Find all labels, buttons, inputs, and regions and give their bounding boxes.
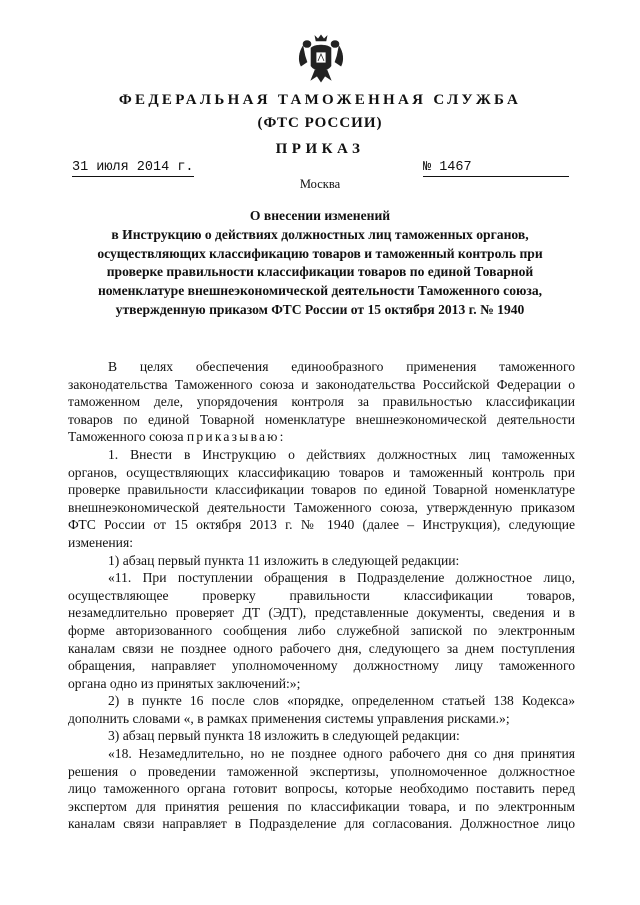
title-line: проверке правильности классификации товаров по единой Товарной [106,264,534,280]
body-line: «18. Незамедлительно, но не позднее одного рабочего дня со дня принятия [108,746,575,762]
body-line: экспертом для принятия решения по классификации товара, и по электронным [68,798,575,814]
body-line: осуществляющее проверку правильности классификации товаров, [68,587,575,603]
body-line: незамедлительно проверяет ДТ (ЭДТ), представленные документы, сведения и в [68,605,575,621]
body-line: каналам связи не позднее одного рабочего дня, следующего за днем поступления [68,640,575,656]
document-body [68,358,575,833]
body-line: решения о проведении таможенной экспертизы, уполномоченное должностное [68,763,575,779]
body-text: Таможенного союза [68,429,184,445]
body-line: форме авторизованного сообщения либо служебной запиской по электронным [68,622,575,638]
body-line: 3) абзац первый пункта 18 изложить в следующей редакции: [108,728,460,744]
body-line [68,428,575,446]
body-line: 2) в пункте 16 после слов «порядке, определенном статьей 138 Кодекса» [108,693,575,709]
title-line: утвержденную приказом ФТС России от 15 октября 2013 г. № 1940 [115,301,525,317]
agency-name: ФЕДЕРАЛЬНАЯ ТАМОЖЕННАЯ СЛУЖБА [118,92,522,108]
body-line: дополнить словами «, в рамках применения системы управления рисками.»; [68,710,510,726]
document-title [60,207,580,320]
title-line: осуществляющих классификацию товаров и таможенный контроль при [97,245,543,261]
document-type: ПРИКАЗ [275,141,365,157]
body-line: каналам связи направляет в Подразделение для согласования. Должностное лицо [68,816,575,832]
document-date: 31 июля 2014 г. [72,160,194,175]
agency-short-name: (ФТС РОССИИ) [257,115,383,131]
title-line: в Инструкцию о действиях должностных лиц таможенных органов, [111,226,529,242]
body-line: 1) абзац первый пункта 11 изложить в следующей редакции: [108,552,460,568]
body-line: В целях обеспечения единообразного применения таможенного [108,359,575,374]
body-line: обращения, направляет уполномоченному должностному лицу таможенного [68,658,575,674]
body-line: лицо таможенного органа готовит вопросы, которые необходимо поставить перед [68,781,575,797]
body-line: законодательства Таможенного союза и законодательства Российской Федерации о [68,376,575,392]
document-number: № 1467 [423,160,569,177]
title-line: номенклатуре внешнеэкономической деятельности Таможенного союза, [97,283,543,299]
double-headed-eagle-emblem-icon [297,32,345,86]
body-line: органов, осуществляющих классификацию товаров и таможенный контроль при [68,464,575,480]
body-line: ФТС России от 15 октября 2013 г. № 1940 (далее – Инструкция), следующие [68,517,575,533]
body-line: изменения: [68,534,133,550]
body-line: таможенном деле, упорядочения контроля за правильностью классификации [68,394,575,410]
orders-phrase: приказываю: [186,429,286,445]
body-line: 1. Внести в Инструкцию о действиях должностных лиц таможенных [108,446,575,462]
body-line: «11. При поступлении обращения в Подразделение должностное лицо, [108,570,575,586]
body-line: органа одно из принятых заключений:»; [68,675,301,691]
body-line: товаров по единой Товарной номенклатуре внешнеэкономической деятельности [68,411,575,427]
body-line: внешнеэкономической деятельности Таможенного союза, утвержденную приказом [68,499,575,515]
title-line: О внесении изменений [249,208,391,223]
document-city: Москва [299,177,341,191]
body-line: проверке правильности классификации товаров по единой Товарной номенклатуре [68,482,575,498]
